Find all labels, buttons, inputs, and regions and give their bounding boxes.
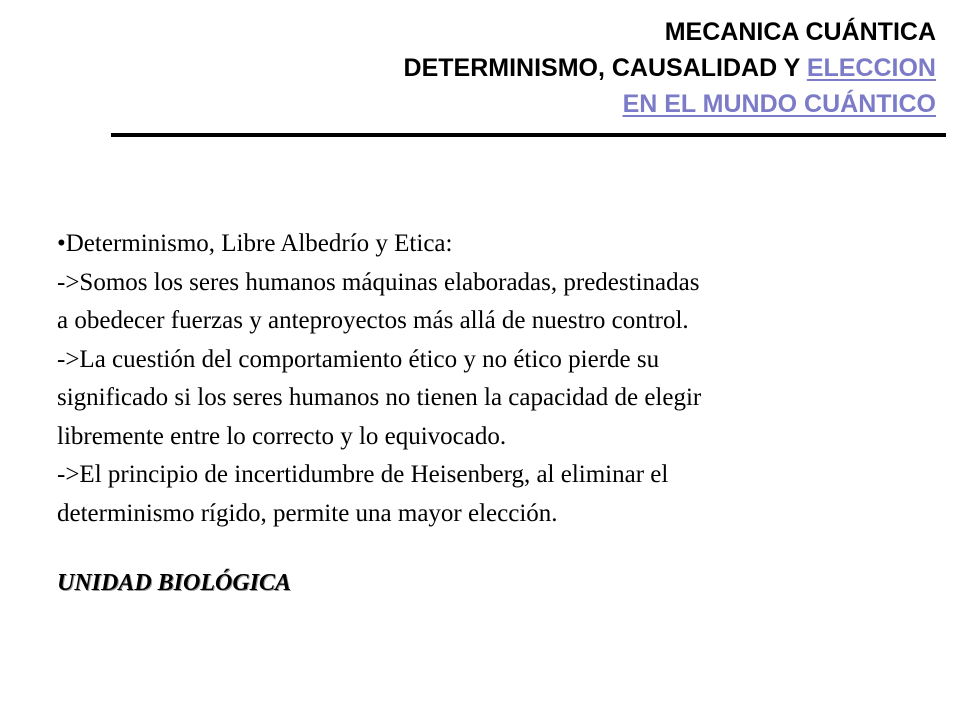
eleccion-link[interactable]: ELECCION	[806, 54, 936, 82]
mundo-cuantico-link[interactable]: EN EL MUNDO CUÁNTICO	[622, 90, 936, 118]
body-line-3: ->La cuestión del comportamiento ético y no ético pierde su	[57, 345, 660, 373]
slide-title	[100, 14, 936, 122]
bullet-heading: •Determinismo, Libre Albedrío y Etica:	[57, 230, 453, 257]
body-line-4: significado si los seres humanos no tienen la capacidad de elegir	[57, 384, 702, 411]
title-divider	[111, 133, 946, 137]
body-line-6: ->El principio de incertidumbre de Heisenberg, al eliminar el	[57, 461, 669, 488]
slide-body	[57, 225, 937, 598]
blank-line	[57, 533, 937, 572]
title-line-2	[100, 50, 936, 86]
body-line-2: a obedecer fuerzas y anteproyectos más allá de nuestro control.	[57, 307, 689, 334]
body-line-7: determinismo rígido, permite una mayor elección.	[57, 499, 558, 527]
title-line-2-text: DETERMINISMO, CAUSALIDAD Y	[403, 54, 807, 82]
body-line-1: ->Somos los seres humanos máquinas elaboradas, predestinadas	[57, 268, 700, 296]
title-line-3	[100, 86, 936, 122]
title-line-1: MECANICA CUÁNTICA	[664, 18, 936, 46]
body-line-5: libremente entre lo correcto y lo equivocado.	[57, 422, 507, 450]
unidad-biologica-label: UNIDAD BIOLÓGICA	[57, 569, 292, 596]
